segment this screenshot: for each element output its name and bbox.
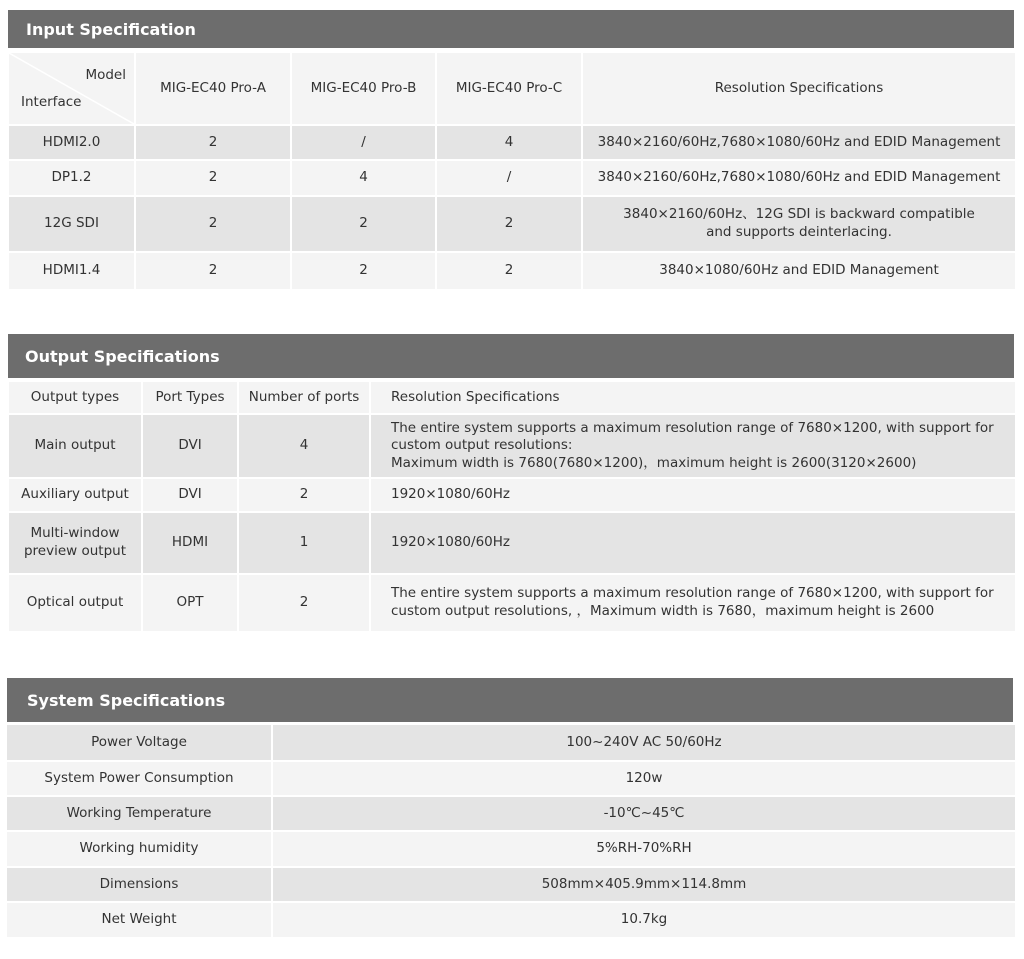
table-row — [6, 761, 1016, 796]
resolution-line: The entire system supports a maximum resolution range of 7680×1200, with support for — [391, 585, 994, 602]
resolution-line: 3840×2160/60Hz,7680×1080/60Hz and EDID Management — [597, 133, 1001, 150]
port-type-cell: OPT — [142, 574, 238, 632]
column-header: Resolution Specifications — [370, 381, 1016, 414]
output-type-cell — [8, 478, 142, 512]
output-spec-table — [7, 380, 1017, 633]
output-type-line: preview output — [23, 543, 127, 559]
output-type-cell — [8, 574, 142, 632]
output-type-line: Main output — [34, 437, 116, 454]
port-type-cell: HDMI — [142, 512, 238, 574]
table-row — [8, 512, 1016, 574]
column-header: Number of ports — [238, 381, 370, 414]
column-header: MIG-EC40 Pro-A — [135, 52, 291, 125]
value-cell: 2 — [135, 252, 291, 290]
spec-value: 100~240V AC 50/60Hz — [272, 724, 1016, 761]
input-spec-title: Input Specification — [26, 19, 196, 39]
table-row — [8, 478, 1016, 512]
diagonal-divider — [9, 53, 134, 124]
value-cell: 4 — [291, 160, 436, 196]
port-count-cell: 2 — [238, 478, 370, 512]
spec-value: 508mm×405.9mm×114.8mm — [272, 867, 1016, 902]
resolution-cell — [582, 252, 1016, 290]
resolution-line: 3840×2160/60Hz,7680×1080/60Hz and EDID Management — [597, 169, 1001, 186]
port-count-cell: 2 — [238, 574, 370, 632]
table-row — [8, 414, 1016, 478]
interface-cell: HDMI2.0 — [8, 125, 135, 160]
interface-cell: 12G SDI — [8, 196, 135, 252]
resolution-line: 1920×1080/60Hz — [391, 486, 510, 503]
resolution-line: 3840×1080/60Hz and EDID Management — [659, 262, 939, 279]
interface-label: Interface — [21, 94, 82, 111]
table-row — [6, 867, 1016, 902]
value-cell: 2 — [135, 125, 291, 160]
resolution-cell — [370, 478, 1016, 512]
spec-label: Dimensions — [6, 867, 272, 902]
resolution-line: custom output resolutions, ，Maximum width is 7680，maximum height is 2600 — [391, 603, 935, 619]
spec-label: System Power Consumption — [6, 761, 272, 796]
output-type-cell — [8, 512, 142, 574]
spec-label: Working humidity — [6, 831, 272, 867]
input-spec-header — [8, 10, 1014, 48]
model-interface-corner — [8, 52, 135, 125]
resolution-cell — [582, 160, 1016, 196]
spec-label: Power Voltage — [6, 724, 272, 761]
output-type-line: Multi-window — [30, 525, 120, 542]
resolution-line: The entire system supports a maximum resolution range of 7680×1200, with support for — [391, 419, 994, 436]
spec-value: 120w — [272, 761, 1016, 796]
value-cell: 2 — [436, 252, 582, 290]
resolution-line: 3840×2160/60Hz、12G SDI is backward compatible — [623, 206, 975, 223]
port-count-cell: 4 — [238, 414, 370, 478]
spec-label: Net Weight — [6, 902, 272, 938]
value-cell: 2 — [291, 196, 436, 252]
column-header: Port Types — [142, 381, 238, 414]
column-header: MIG-EC40 Pro-C — [436, 52, 582, 125]
resolution-cell — [370, 574, 1016, 632]
input-spec-table — [7, 51, 1017, 291]
resolution-cell — [582, 196, 1016, 252]
resolution-line: Maximum width is 7680(7680×1200)，maximum height is 2600(3120×2600) — [391, 454, 917, 471]
value-cell: / — [436, 160, 582, 196]
table-row — [8, 125, 1016, 160]
table-row — [6, 902, 1016, 938]
table-row — [6, 724, 1016, 761]
output-header-row — [8, 381, 1016, 414]
table-row — [6, 796, 1016, 831]
value-cell: 2 — [135, 196, 291, 252]
port-type-cell: DVI — [142, 478, 238, 512]
resolution-cell — [582, 125, 1016, 160]
value-cell: 2 — [135, 160, 291, 196]
output-type-line: Optical output — [26, 594, 124, 611]
column-header: MIG-EC40 Pro-B — [291, 52, 436, 125]
value-cell: 2 — [436, 196, 582, 252]
column-header: Output types — [8, 381, 142, 414]
output-spec-header — [8, 334, 1014, 378]
spec-value: 5%RH-70%RH — [272, 831, 1016, 867]
value-cell: 2 — [291, 252, 436, 290]
input-header-row — [8, 52, 1016, 125]
model-label: Model — [85, 67, 126, 83]
spec-value: 10.7kg — [272, 902, 1016, 938]
table-row — [6, 831, 1016, 867]
table-row — [8, 252, 1016, 290]
table-row — [8, 160, 1016, 196]
spec-value: -10℃~45℃ — [272, 796, 1016, 831]
output-type-cell — [8, 414, 142, 478]
port-type-cell: DVI — [142, 414, 238, 478]
port-count-cell: 1 — [238, 512, 370, 574]
system-spec-header — [7, 678, 1013, 722]
resolution-line: and supports deinterlacing. — [706, 224, 892, 240]
resolution-cell — [370, 512, 1016, 574]
system-spec-table — [5, 723, 1017, 939]
resolution-line: 1920×1080/60Hz — [391, 534, 510, 551]
column-header: Resolution Specifications — [582, 52, 1016, 125]
output-type-line: Auxiliary output — [21, 486, 129, 503]
value-cell: 4 — [436, 125, 582, 160]
system-spec-title: System Specifications — [27, 690, 226, 710]
table-row — [8, 574, 1016, 632]
interface-cell: DP1.2 — [8, 160, 135, 196]
value-cell: / — [291, 125, 436, 160]
resolution-line: custom output resolutions: — [391, 437, 573, 454]
spec-label: Working Temperature — [6, 796, 272, 831]
table-row — [8, 196, 1016, 252]
resolution-cell — [370, 414, 1016, 478]
output-spec-title: Output Specifications — [25, 346, 220, 366]
interface-cell: HDMI1.4 — [8, 252, 135, 290]
